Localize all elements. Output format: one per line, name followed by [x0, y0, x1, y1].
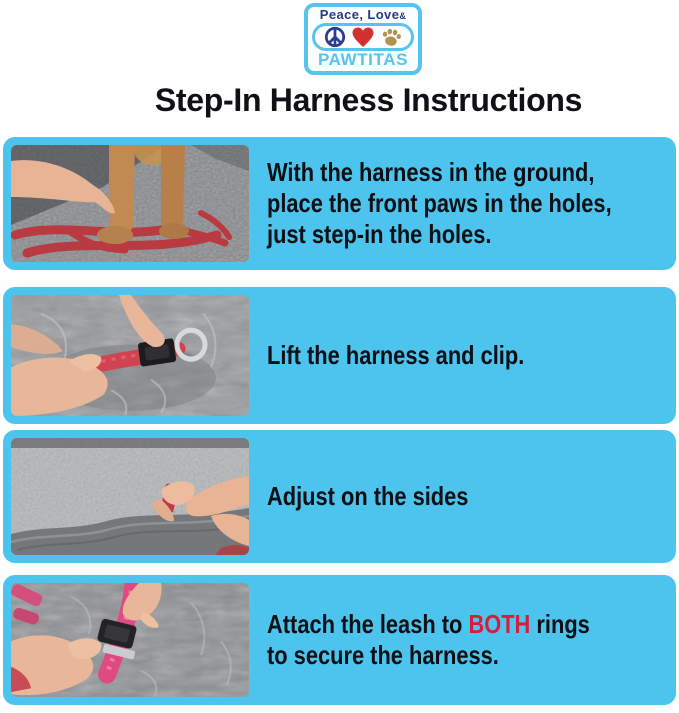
peace-icon: [324, 26, 346, 48]
step-4-text: [267, 575, 668, 705]
paw-icon: [380, 26, 403, 48]
logo-tagline-text: Peace, Love: [319, 7, 400, 22]
step-text-line: With the harness in the ground,: [267, 157, 595, 187]
step-text-segment: Attach the leash to: [267, 609, 469, 639]
logo-ampersand: &: [399, 11, 407, 21]
logo-tagline: [320, 8, 406, 23]
page-title: Step-In Harness Instructions: [154, 82, 583, 118]
step-1-photo: [11, 145, 249, 262]
step-text-line: place the front paws in the holes,: [267, 188, 612, 218]
step-3-text: [267, 430, 668, 563]
step-3-illustration: [11, 438, 249, 555]
step-text-line: Lift the harness and clip.: [267, 340, 525, 370]
step-2-text: [267, 287, 668, 424]
brand-logo: [304, 3, 422, 75]
step-text-highlight: BOTH: [468, 609, 531, 639]
logo-icon-pill: [312, 23, 414, 51]
heart-icon: [351, 26, 375, 48]
step-4-panel: [3, 575, 676, 705]
step-3-panel: [3, 430, 676, 563]
step-text-line: to secure the harness.: [267, 640, 499, 670]
step-text-line: Adjust on the sides: [267, 481, 469, 511]
step-1-illustration: [11, 145, 249, 262]
step-text-segment: rings: [530, 609, 590, 639]
step-4-photo: [11, 583, 249, 697]
brand-name: PAWTITAS: [317, 50, 409, 69]
step-2-illustration: [11, 295, 249, 416]
step-1-panel: [3, 137, 676, 270]
step-4-illustration: [11, 583, 249, 697]
step-2-panel: [3, 287, 676, 424]
step-3-photo: [11, 438, 249, 555]
step-1-text: [267, 137, 668, 270]
step-2-photo: [11, 295, 249, 416]
step-text-line: [267, 609, 604, 640]
step-text-line: just step-in the holes.: [267, 219, 492, 249]
